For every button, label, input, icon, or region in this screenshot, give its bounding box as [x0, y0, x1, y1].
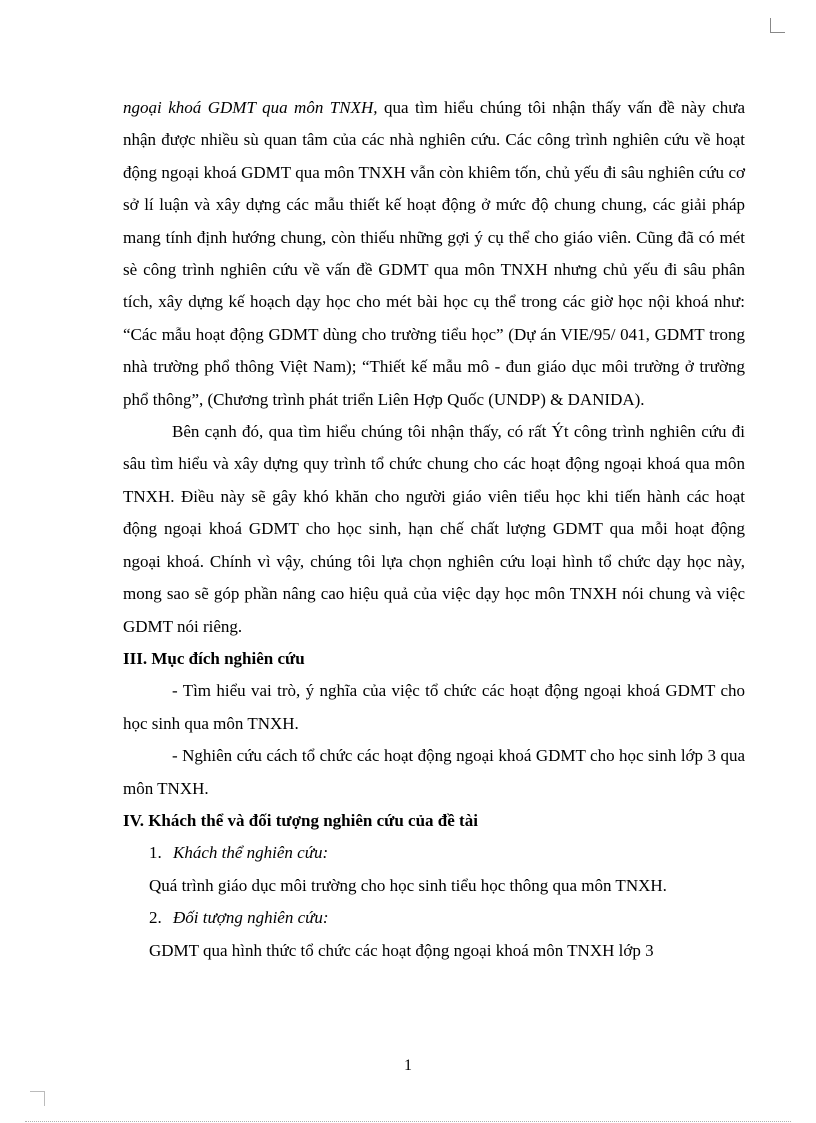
- paragraph-text: qua tìm hiểu chúng tôi nhận thấy vấn đề này chưa nhận được nhiều sù quan tâm của các nhà nghiên cứu. Các công trình nghiên cứu về hoạt động ngoại khoá GDMT qua môn TNXH vẫn còn khiêm tốn, chủ yếu đi sâu nghiên cứu cơ sở lí luận và xây dựng các mẫu thiết kế hoạt động ở mức độ chung chung, các giải pháp mang tính định hướng chung, còn thiếu những gợi ý cụ thể cho giáo viên. Cũng đã có mét sè công trình nghiên cứu về vấn đề GDMT qua môn TNXH nhưng chủ yếu đi sâu phân tích, xây dựng kế hoạch dạy học cho mét bài học cụ thể trong các giờ học nội khoá như: “Các mẫu hoạt động GDMT dùng cho trường tiểu học” (Dự án VIE/95/ 041, GDMT trong nhà trường phổ thông Việt Nam); “Thiết kế mẫu mô - đun giáo dục môi trường ở trường phổ thông”, (Chương trình phát triển Liên Hợp Quốc (UNDP) & DANIDA).: [123, 98, 745, 409]
- subsection-label: Đối tượng nghiên cứu:: [173, 908, 329, 928]
- section-heading-purpose: III. Mục đích nghiên cứu: [123, 648, 305, 668]
- subsection-heading-research-object: [123, 902, 745, 934]
- subsection-number: 2.: [149, 908, 162, 928]
- crop-mark-bottom-left: [30, 1091, 45, 1106]
- paragraph-previous-research: [123, 92, 745, 416]
- body-text: [123, 92, 745, 967]
- page-number: 1: [404, 1057, 412, 1074]
- subsection-heading-research-subject: [123, 837, 745, 869]
- research-object-text: GDMT qua hình thức tổ chức các hoạt động ngoại khoá môn TNXH lớp 3: [149, 940, 654, 960]
- subsection-number: 1.: [149, 843, 162, 863]
- crop-mark-top-right: [770, 18, 785, 33]
- subsection-label: Khách thể nghiên cứu:: [173, 843, 329, 863]
- page-bottom-border: [25, 1121, 791, 1122]
- italic-phrase: ngoại khoá GDMT qua môn TNXH,: [123, 98, 378, 117]
- research-subject-text: Quá trình giáo dục môi trường cho học sinh tiểu học thông qua môn TNXH.: [149, 875, 667, 895]
- paragraph-research-gap: Bên cạnh đó, qua tìm hiểu chúng tôi nhận thấy, có rất Ýt công trình nghiên cứu đi sâu tìm hiểu và xây dựng quy trình tổ chức chung cho các hoạt động ngoại khoá qua môn TNXH. Điều này sẽ gây khó khăn cho người giáo viên tiểu học khi tiến hành các hoạt động ngoại khoá GDMT cho học sinh, hạn chế chất lượng GDMT qua mỗi hoạt động ngoại khoá. Chính vì vậy, chúng tôi lựa chọn nghiên cứu loại hình tổ chức dạy học này, mong sao sẽ góp phần nâng cao hiệu quả của việc dạy học môn TNXH nói chung và việc GDMT nói riêng.: [123, 422, 745, 636]
- purpose-item-2: - Nghiên cứu cách tổ chức các hoạt động ngoại khoá GDMT cho học sinh lớp 3 qua môn TNXH.: [123, 746, 745, 798]
- purpose-item-1: - Tìm hiểu vai trò, ý nghĩa của việc tổ chức các hoạt động ngoại khoá GDMT cho học sinh qua môn TNXH.: [123, 681, 745, 733]
- section-heading-subjects: IV. Khách thể và đối tượng nghiên cứu của đề tài: [123, 810, 478, 830]
